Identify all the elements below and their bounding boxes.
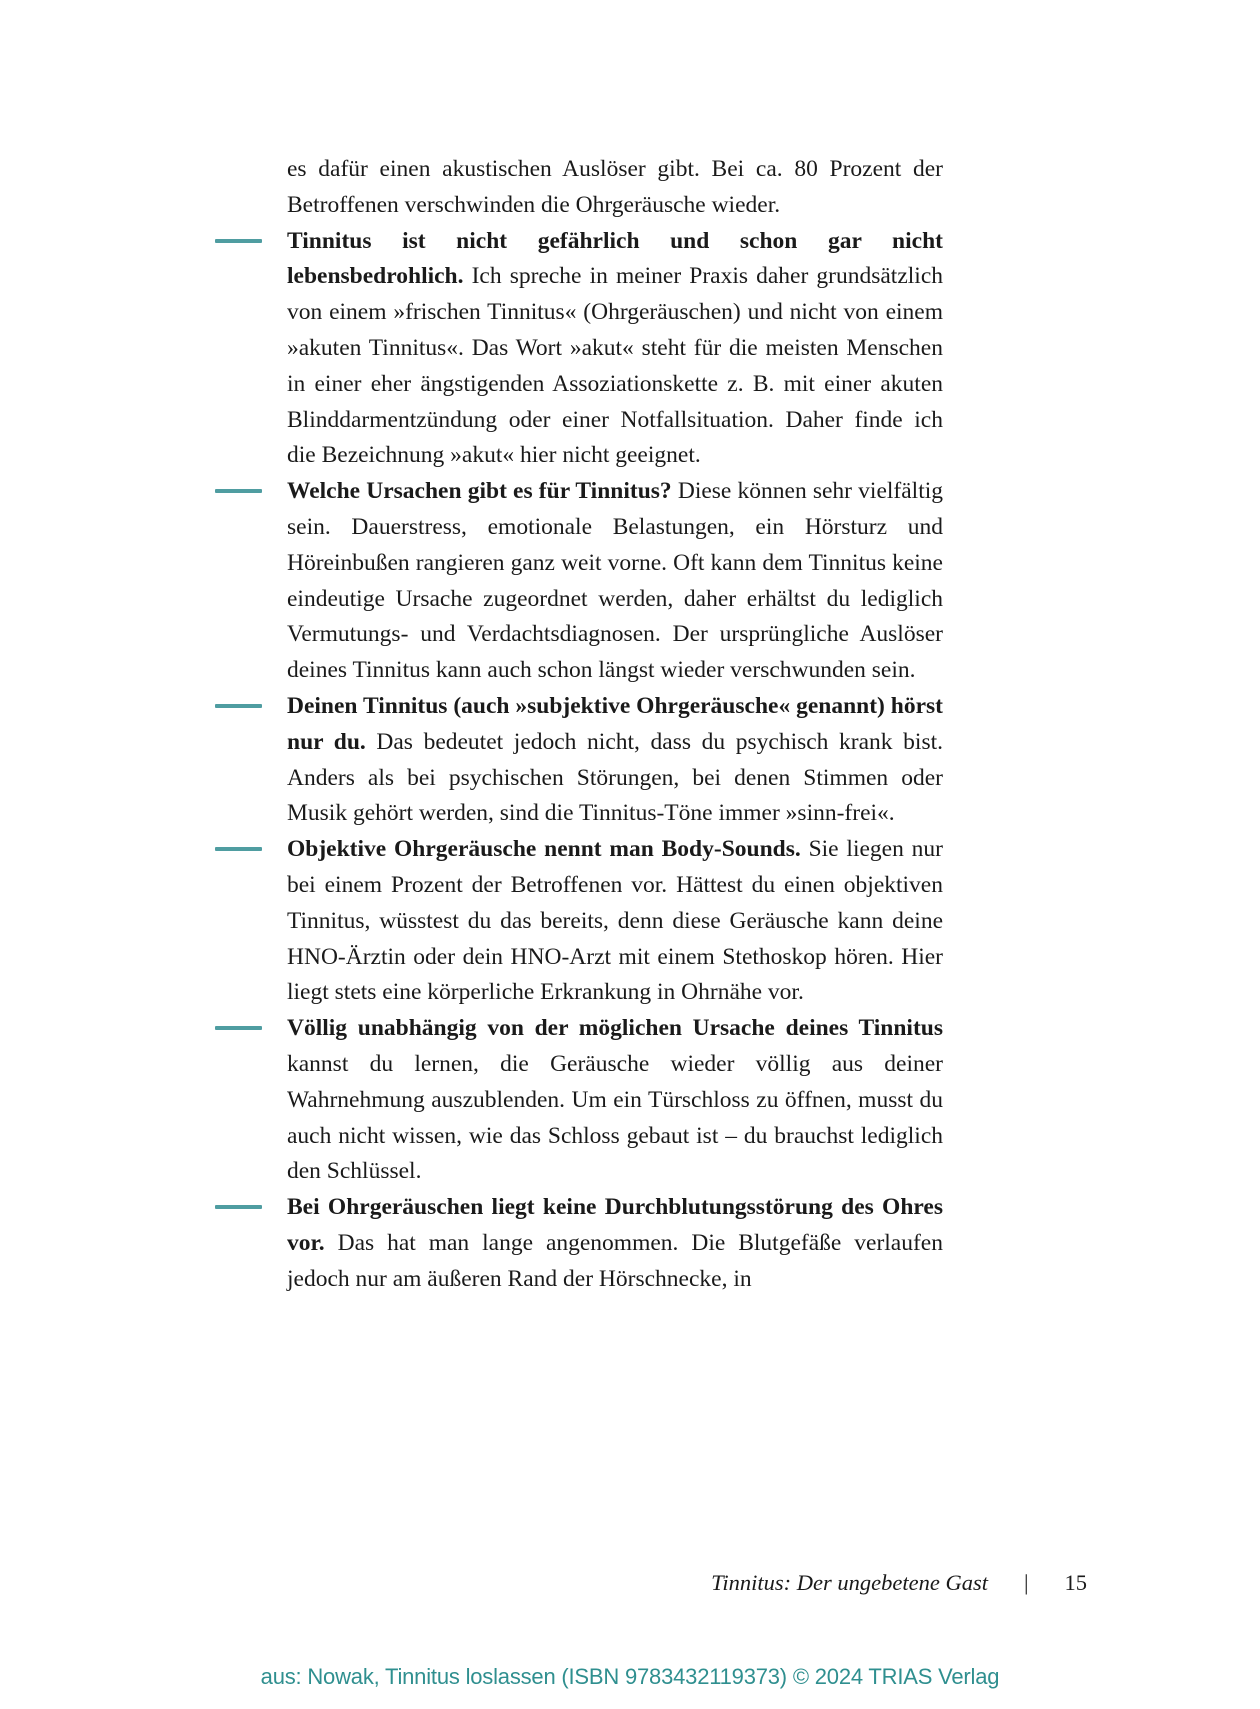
intro-continuation-paragraph: es dafür einen akustischen Auslöser gibt. Bei ca. 80 Prozent der Betroffenen verschwinden die Ohrgeräusche wieder. xyxy=(287,156,943,218)
list-item xyxy=(287,689,943,832)
list-item xyxy=(287,224,943,475)
bullet-list xyxy=(287,224,943,1298)
bullet-lead: Deinen Tinnitus (auch »subjektive Ohrgeräusche« genannt) hörst nur du. xyxy=(287,692,943,755)
bullet-body: Das hat man lange angenommen. Die Blutgefäße verlaufen jedoch nur am äußeren Rand der Hörschnecke, in xyxy=(287,1229,943,1292)
bullet-lead: Welche Ursachen gibt es für Tinnitus? xyxy=(287,478,672,505)
bullet-body: kannst du lernen, die Geräusche wieder völlig aus deiner Wahrnehmung auszublenden. Um ein Türschloss zu öffnen, musst du auch nicht wissen, wie das Schloss gebaut ist – du brauchst lediglich den Schlüssel. xyxy=(287,1050,943,1185)
bullet-dash-icon xyxy=(215,1205,262,1209)
bullet-lead: Völlig unabhängig von der möglichen Ursache deines Tinnitus xyxy=(287,1015,943,1042)
bullet-dash-icon xyxy=(215,239,262,243)
bullet-body: Ich spreche in meiner Praxis daher grundsätzlich von einem »frischen Tinnitus« (Ohrgeräuschen) und nicht von einem »akuten Tinnitus«. Das Wort »akut« steht für die meisten Menschen in einer eher ängstigenden Assoziationskette z. B. mit einer akuten Blinddarmentzündung oder einer Notfallsituation. Daher finde ich die Bezeichnung »akut« hier nicht geeignet. xyxy=(287,263,943,469)
page-footer xyxy=(711,1566,1087,1600)
bullet-body: Das bedeutet jedoch nicht, dass du psychisch krank bist. Anders als bei psychischen Störungen, bei denen Stimmen oder Musik gehört werden, sind die Tinnitus-Töne immer »sinn-frei«. xyxy=(287,728,943,827)
publisher-credit-line: aus: Nowak, Tinnitus loslassen (ISBN 9783432119373) © 2024 TRIAS Verlag xyxy=(260,1664,1000,1689)
bullet-lead: Objektive Ohrgeräusche nennt man Body-Sounds. xyxy=(287,836,801,863)
bullet-dash-icon xyxy=(215,847,262,851)
footer-separator: | xyxy=(1023,1570,1029,1595)
bullet-lead: Tinnitus ist nicht gefährlich und schon gar nicht lebensbedrohlich. xyxy=(287,227,943,290)
list-item xyxy=(287,1011,943,1190)
list-item xyxy=(287,832,943,1011)
page-number: 15 xyxy=(1064,1570,1087,1595)
bullet-dash-icon xyxy=(215,489,262,493)
bullet-body: Sie liegen nur bei einem Prozent der Betroffenen vor. Hättest du einen objektiven Tinnitus, wüsstest du das bereits, denn diese Geräusche kann deine HNO-Ärztin oder dein HNO-Arzt mit einem Stethoskop hören. Hier liegt stets eine körperliche Erkrankung in Ohrnähe vor. xyxy=(287,836,943,1006)
bullet-lead: Bei Ohrgeräuschen liegt keine Durchblutungsstörung des Ohres vor. xyxy=(287,1194,943,1256)
bullet-dash-icon xyxy=(215,1026,262,1030)
body-text-column xyxy=(287,152,943,1298)
running-title: Tinnitus: Der ungebetene Gast xyxy=(711,1570,988,1595)
bullet-dash-icon xyxy=(215,704,262,708)
list-item xyxy=(287,474,943,689)
list-item xyxy=(287,1190,943,1297)
bullet-body: Diese können sehr vielfältig sein. Dauerstress, emotionale Belastungen, ein Hörsturz und Höreinbußen rangieren ganz weit vorne. Oft kann dem Tinnitus keine eindeutige Ursache zugeordnet werden, daher erhältst du lediglich Vermutungs- und Verdachtsdiagnosen. Der ursprüngliche Auslöser deines Tinnitus kann auch schon längst wieder verschwunden sein. xyxy=(287,478,944,684)
